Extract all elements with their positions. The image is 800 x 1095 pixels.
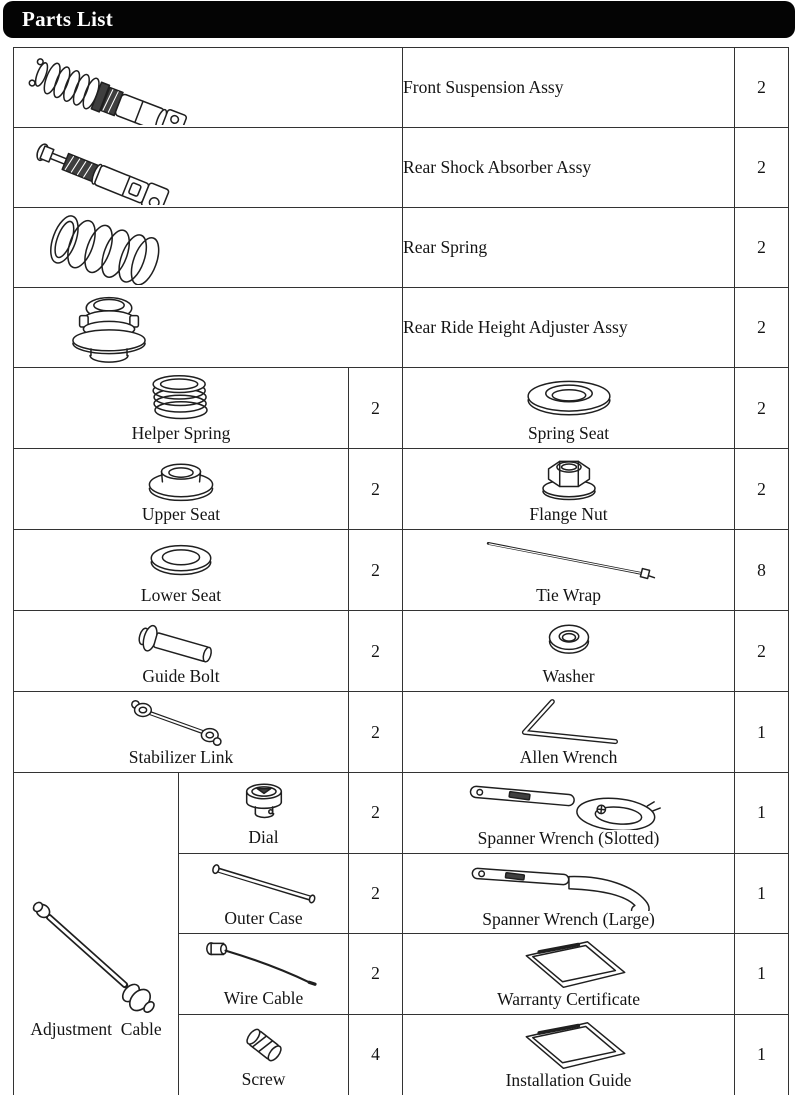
part-qty xyxy=(735,449,789,530)
part-qty xyxy=(349,934,403,1015)
part-image-cell xyxy=(14,128,403,208)
part-name-text: Allen Wrench xyxy=(519,747,618,768)
part-name-text: Helper Spring xyxy=(131,423,231,444)
part-name-text: Screw xyxy=(241,1068,286,1089)
part-qty xyxy=(349,368,403,449)
table-row xyxy=(14,288,789,368)
part-qty-text: 4 xyxy=(371,1044,380,1064)
part-name-text: Rear Ride Height Adjuster Assy xyxy=(403,317,628,337)
part-qty xyxy=(735,288,789,368)
part-qty xyxy=(349,611,403,692)
part-name-text: Front Suspension Assy xyxy=(403,77,564,97)
part-qty xyxy=(735,773,789,854)
part-qty-text: 1 xyxy=(757,1044,766,1064)
table-row xyxy=(14,368,789,449)
washer-icon xyxy=(499,616,639,668)
part-qty-text: 2 xyxy=(371,640,380,661)
part-item-cell xyxy=(14,611,349,692)
table-row xyxy=(14,48,789,128)
part-name-text: Tie Wrap xyxy=(536,585,601,606)
part-name xyxy=(403,208,735,288)
spanner-wrench-large-icon xyxy=(449,859,689,911)
part-qty-text: 2 xyxy=(371,802,380,823)
front-suspension-icon xyxy=(14,51,204,125)
part-name-text: Spanner Wrench (Slotted) xyxy=(477,828,660,848)
part-qty xyxy=(349,530,403,611)
part-name-text: Spanner Wrench (Large) xyxy=(482,908,655,929)
spring-seat-icon xyxy=(499,373,639,425)
part-name-text: Lower Seat xyxy=(140,585,222,606)
part-item-cell xyxy=(403,449,735,530)
screw-icon xyxy=(194,1021,334,1071)
part-item-cell xyxy=(179,853,349,934)
flange-nut-icon xyxy=(499,454,639,506)
part-name-text: Rear Shock Absorber Assy xyxy=(403,157,592,177)
part-qty-text: 2 xyxy=(371,559,380,580)
part-qty xyxy=(349,692,403,773)
table-row xyxy=(14,530,789,611)
part-name-text: Washer xyxy=(542,666,595,687)
part-qty-text: 2 xyxy=(757,640,766,661)
part-qty-text: 2 xyxy=(757,317,766,337)
part-qty-text: 2 xyxy=(371,478,380,499)
part-qty xyxy=(735,48,789,128)
part-item-cell xyxy=(14,368,349,449)
part-item-cell xyxy=(179,773,349,854)
part-item-cell xyxy=(403,692,735,773)
group-label-text: Adjustment Cable xyxy=(30,1019,162,1039)
part-qty-text: 2 xyxy=(371,963,380,984)
rear-shock-absorber-icon xyxy=(14,131,204,205)
upper-seat-icon xyxy=(111,454,251,506)
part-qty-text: 2 xyxy=(371,397,380,418)
part-qty xyxy=(735,934,789,1015)
part-name-text: Warranty Certificate xyxy=(497,989,640,1009)
part-item-cell xyxy=(403,368,735,449)
table-row xyxy=(14,611,789,692)
helper-spring-icon xyxy=(111,373,251,425)
part-qty xyxy=(349,773,403,854)
part-qty xyxy=(735,1014,789,1095)
lower-seat-icon xyxy=(111,535,251,587)
part-qty xyxy=(735,208,789,288)
part-qty-text: 1 xyxy=(757,882,766,903)
part-item-cell xyxy=(403,1014,735,1095)
part-image-cell xyxy=(14,208,403,288)
table-row xyxy=(14,449,789,530)
wire-cable-icon xyxy=(189,940,339,990)
part-item-cell xyxy=(14,530,349,611)
part-name-text: Rear Spring xyxy=(403,237,488,257)
part-qty xyxy=(735,128,789,208)
part-name-text: Guide Bolt xyxy=(142,666,220,687)
part-qty-text: 1 xyxy=(757,963,766,984)
part-name-text: Upper Seat xyxy=(141,504,221,525)
part-qty-text: 1 xyxy=(757,802,766,823)
part-image-cell xyxy=(14,48,403,128)
ride-height-adjuster-icon xyxy=(14,291,204,365)
part-item-cell xyxy=(403,530,735,611)
spanner-wrench-slotted-icon xyxy=(449,778,689,830)
dial-icon xyxy=(194,779,334,829)
allen-wrench-icon xyxy=(489,697,649,749)
part-name xyxy=(403,288,735,368)
adjustment-cable-cell xyxy=(14,773,179,1095)
part-qty-text: 2 xyxy=(757,157,766,177)
table-row xyxy=(14,773,789,854)
part-name-text: Flange Nut xyxy=(529,504,608,525)
part-item-cell xyxy=(403,853,735,934)
part-qty xyxy=(735,853,789,934)
adjustment-cable-icon xyxy=(21,895,171,1013)
part-name-text: Installation Guide xyxy=(505,1069,632,1090)
part-name-text: Spring Seat xyxy=(527,423,610,444)
part-item-cell xyxy=(403,611,735,692)
part-qty xyxy=(735,368,789,449)
part-qty-text: 2 xyxy=(757,478,766,499)
part-qty-text: 1 xyxy=(757,721,766,742)
table-row xyxy=(14,692,789,773)
outer-case-icon xyxy=(189,860,339,910)
part-item-cell xyxy=(403,773,735,854)
part-qty xyxy=(735,611,789,692)
page-title: Parts List xyxy=(22,7,114,31)
part-qty xyxy=(735,692,789,773)
part-name-text: Wire Cable xyxy=(223,988,304,1008)
part-qty-text: 2 xyxy=(757,77,766,97)
part-name-text: Outer Case xyxy=(224,907,303,928)
table-row xyxy=(14,128,789,208)
part-qty-text: 8 xyxy=(757,559,766,580)
part-item-cell xyxy=(14,692,349,773)
part-item-cell xyxy=(179,1014,349,1095)
part-item-cell xyxy=(403,934,735,1015)
part-qty xyxy=(349,449,403,530)
table-row xyxy=(14,208,789,288)
warranty-certificate-icon xyxy=(479,939,659,991)
part-item-cell xyxy=(14,449,349,530)
parts-list-header xyxy=(3,1,795,38)
part-qty xyxy=(349,853,403,934)
part-qty xyxy=(349,1014,403,1095)
rear-spring-icon xyxy=(14,211,204,285)
part-name-text: Dial xyxy=(248,827,279,847)
part-qty-text: 2 xyxy=(371,882,380,903)
part-qty-text: 2 xyxy=(757,237,766,257)
tie-wrap-icon xyxy=(454,535,684,587)
part-item-cell xyxy=(179,934,349,1015)
part-name-text: Stabilizer Link xyxy=(128,747,234,768)
guide-bolt-icon xyxy=(111,616,251,668)
stabilizer-link-icon xyxy=(111,697,251,749)
installation-guide-icon xyxy=(479,1020,659,1072)
part-name xyxy=(403,128,735,208)
parts-table xyxy=(13,47,789,1095)
part-qty xyxy=(735,530,789,611)
part-qty-text: 2 xyxy=(757,397,766,418)
part-image-cell xyxy=(14,288,403,368)
part-name xyxy=(403,48,735,128)
part-qty-text: 2 xyxy=(371,721,380,742)
